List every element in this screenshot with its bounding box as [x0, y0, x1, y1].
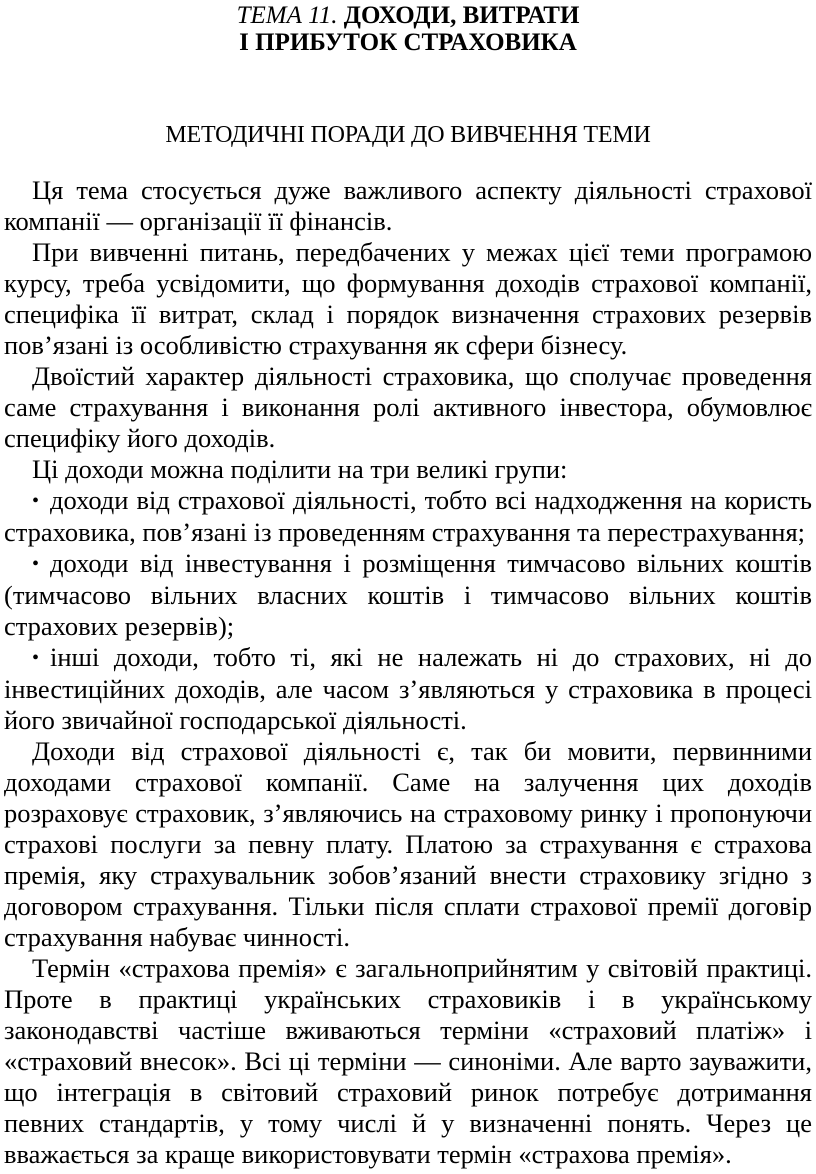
paragraph: Ця тема стосується дуже важливого аспекту діяльності страхової компанії — організації її фінансів. — [4, 175, 812, 236]
topic-heading — [4, 2, 812, 56]
body-text — [4, 175, 812, 1170]
bullet-item — [4, 485, 812, 548]
title-line-2: І ПРИБУТОК СТРАХОВИКА — [239, 29, 577, 56]
title-text-1: ДОХОДИ, ВИТРАТИ — [343, 2, 580, 29]
bullet-icon: • — [32, 647, 40, 669]
bullet-icon: • — [32, 553, 40, 575]
bullet-text: доходи від інвестування і розміщення тимчасово вільних коштів (тимчасово вільних власних коштів і тимчасово вільних коштів страхових резервів); — [4, 548, 812, 641]
bullet-item — [4, 642, 812, 736]
bullet-icon: • — [32, 490, 40, 512]
section-subtitle: МЕТОДИЧНІ ПОРАДИ ДО ВИВЧЕННЯ ТЕМИ — [165, 122, 651, 148]
paragraph: Термін «страхова премія» є загальноприйнятим у світовій практиці. Проте в практиці українських страховиків і в українському законодавстві частіше вживаються терміни «страховий платіж» і «страховий внесок». Всі ці терміни — синоніми. Але варто зауважити, що інтеграція в світовий страховий ринок потребує дотримання певних стандартів, у тому числі й у визначенні понять. Через це вважається за краще використовувати термін «страхова премія». — [4, 953, 812, 1169]
title-line-1 — [4, 2, 812, 29]
paragraph: Двоїстий характер діяльності страховика, що сполучає проведення саме страхування і виконання ролі активного інвестора, обумовлює специфіку його доходів. — [4, 361, 812, 453]
bullet-text: інші доходи, тобто ті, які не належать ні до страхових, ні до інвестиційних доходів, але часом з’являються у страховика в процесі його звичайної господарської діяльності. — [4, 642, 812, 735]
topic-label: ТЕМА 11. — [236, 2, 338, 29]
bullet-item — [4, 548, 812, 642]
bullet-text: доходи від страхової діяльності, тобто всі надходження на користь страховика, пов’язані із проведенням страхування та перестрахування; — [4, 485, 812, 547]
document-page — [4, 0, 812, 1170]
paragraph: Доходи від страхової діяльності є, так би мовити, первинними доходами страхової компанії. Саме на залучення цих доходів розраховує страховик, з’являючись на страховому ринку і пропонуючи страхові послуги за певну плату. Платою за страхування є страхова премія, яку страхувальник зобов’язаний внести страховику згідно з договором страхування. Тільки після сплати страхової премії договір страхування набуває чинності. — [4, 736, 812, 952]
paragraph: При вивченні питань, передбачених у межах цієї теми програмою курсу, треба усвідомити, що формування доходів страхової компанії, специфіка її витрат, склад і порядок визначення страхових резервів пов’язані із особливістю страхування як сфери бізнесу. — [4, 237, 812, 360]
paragraph: Ці доходи можна поділити на три великі групи: — [32, 454, 568, 484]
